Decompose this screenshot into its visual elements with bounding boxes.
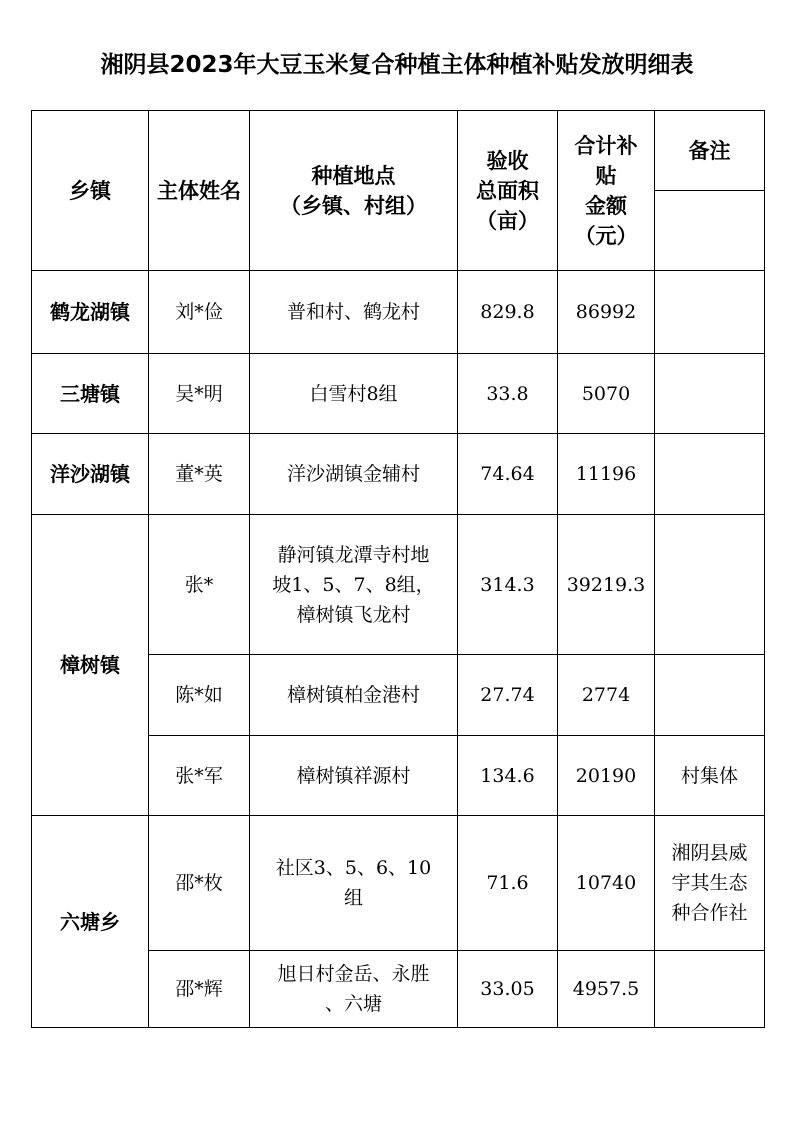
subsidy-table (31, 110, 765, 1028)
amount-cell: 2774 (558, 655, 655, 736)
amount-cell: 5070 (558, 354, 655, 434)
area-cell: 74.64 (458, 434, 558, 515)
header-name: 主体姓名 (149, 111, 250, 271)
location-cell: 樟树镇柏金港村 (250, 655, 458, 736)
location-cell: 普和村、鹤龙村 (250, 271, 458, 354)
note-cell: 村集体 (655, 736, 765, 816)
amount-cell: 86992 (558, 271, 655, 354)
header-town: 乡镇 (32, 111, 149, 271)
area-cell: 134.6 (458, 736, 558, 816)
location-cell: 洋沙湖镇金辅村 (250, 434, 458, 515)
note-cell (655, 434, 765, 515)
header-location: 种植地点 （乡镇、村组） (250, 111, 458, 271)
town-cell: 樟树镇 (32, 515, 149, 816)
header-amount: 合计补 贴 金额 （元） (558, 111, 655, 271)
header-note-blank (655, 191, 765, 271)
table-row (32, 271, 765, 354)
name-cell: 邵*辉 (149, 951, 250, 1028)
amount-cell: 20190 (558, 736, 655, 816)
area-cell: 33.05 (458, 951, 558, 1028)
area-cell: 33.8 (458, 354, 558, 434)
note-cell (655, 515, 765, 655)
location-cell: 静河镇龙潭寺村地 坡1、5、7、8组， 樟树镇飞龙村 (250, 515, 458, 655)
location-cell: 旭日村金岳、永胜 、六塘 (250, 951, 458, 1028)
amount-cell: 4957.5 (558, 951, 655, 1028)
name-cell: 张* (149, 515, 250, 655)
name-cell: 张*军 (149, 736, 250, 816)
town-cell: 三塘镇 (32, 354, 149, 434)
area-cell: 71.6 (458, 816, 558, 951)
amount-cell: 10740 (558, 816, 655, 951)
name-cell: 刘*俭 (149, 271, 250, 354)
area-cell: 314.3 (458, 515, 558, 655)
table-row (32, 515, 765, 655)
note-cell (655, 655, 765, 736)
amount-cell: 11196 (558, 434, 655, 515)
header-note: 备注 (655, 111, 765, 191)
area-cell: 27.74 (458, 655, 558, 736)
name-cell: 董*英 (149, 434, 250, 515)
name-cell: 吴*明 (149, 354, 250, 434)
note-cell (655, 271, 765, 354)
town-cell: 六塘乡 (32, 816, 149, 1028)
table-row (32, 816, 765, 951)
location-cell: 樟树镇祥源村 (250, 736, 458, 816)
town-cell: 鹤龙湖镇 (32, 271, 149, 354)
location-cell: 白雪村8组 (250, 354, 458, 434)
location-cell: 社区3、5、6、10 组 (250, 816, 458, 951)
town-cell: 洋沙湖镇 (32, 434, 149, 515)
area-cell: 829.8 (458, 271, 558, 354)
name-cell: 陈*如 (149, 655, 250, 736)
amount-cell: 39219.3 (558, 515, 655, 655)
table-row (32, 434, 765, 515)
note-cell (655, 951, 765, 1028)
page-title: 湘阴县2023年大豆玉米复合种植主体种植补贴发放明细表 (100, 52, 694, 78)
note-cell (655, 354, 765, 434)
note-cell: 湘阴县威 宇其生态 种合作社 (655, 816, 765, 951)
header-area: 验收 总面积 （亩） (458, 111, 558, 271)
table-row (32, 354, 765, 434)
name-cell: 邵*枚 (149, 816, 250, 951)
